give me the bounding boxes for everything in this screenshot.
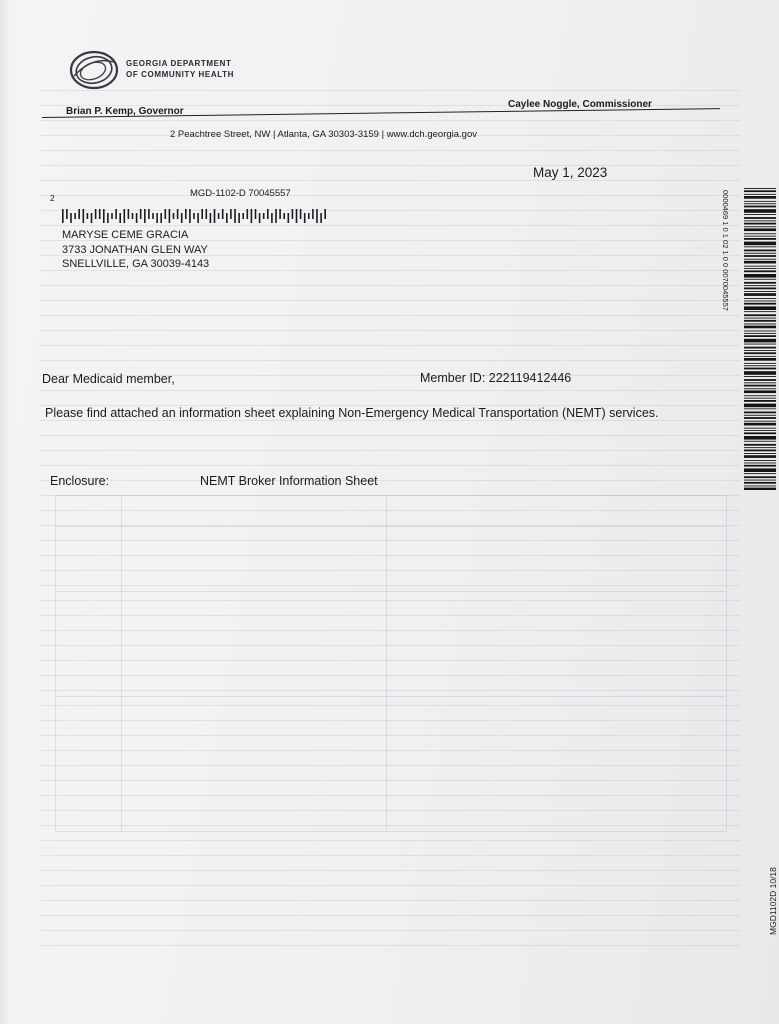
- page-edge-shadow: [0, 0, 10, 1024]
- letter-body: Please find attached an information sheet explaining Non-Emergency Medical Transportation (NEMT) services.: [45, 406, 659, 420]
- commissioner-name: Caylee Noggle, Commissioner: [508, 99, 652, 110]
- agency-line-2: OF COMMUNITY HEALTH: [126, 70, 234, 79]
- side-barcode: [744, 188, 776, 490]
- governor-name: Brian P. Kemp, Governor: [66, 106, 184, 117]
- salutation: Dear Medicaid member,: [42, 372, 175, 386]
- member-id: Member ID: 222119412446: [420, 371, 572, 385]
- agency-line-1: GEORGIA DEPARTMENT: [126, 59, 232, 68]
- side-tracking-code: 0000469 1 0 1 02 1 0 0 0070045557: [721, 190, 730, 311]
- recipient-name: MARYSE CEME GRACIA: [62, 229, 189, 241]
- gdch-logo-icon: [68, 46, 122, 92]
- enclosure-value: NEMT Broker Information Sheet: [200, 474, 378, 488]
- form-number: MGD1102D 10/18: [768, 867, 778, 935]
- agency-name: [126, 58, 234, 80]
- postal-barcode: [62, 209, 328, 223]
- sequence-number: 2: [50, 193, 55, 203]
- letter-date: May 1, 2023: [533, 165, 608, 180]
- recipient-street: 3733 JONATHAN GLEN WAY: [62, 243, 208, 256]
- enclosure-label: Enclosure:: [50, 474, 110, 488]
- recipient-address: [62, 228, 209, 272]
- agency-address: 2 Peachtree Street, NW | Atlanta, GA 30303-3159 | www.dch.georgia.gov: [170, 129, 478, 140]
- mail-code: MGD-1102-D 70045557: [190, 188, 291, 199]
- recipient-city: SNELLVILLE, GA 30039-4143: [62, 258, 210, 270]
- bleed-through-table: [55, 495, 727, 832]
